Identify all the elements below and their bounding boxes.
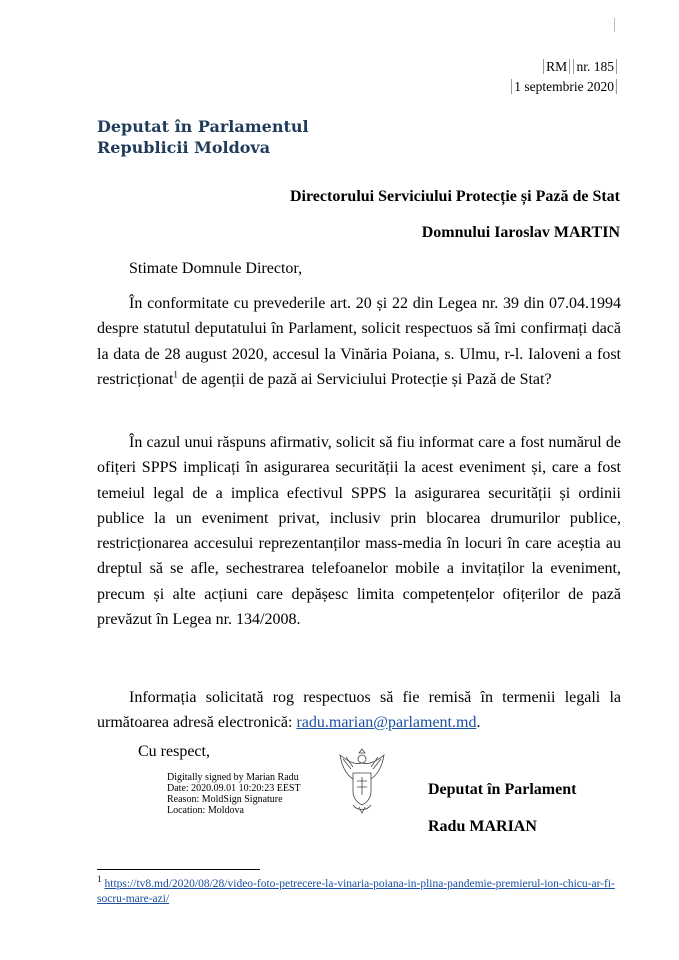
ref-number: nr. 185 xyxy=(573,59,617,74)
digital-signature xyxy=(167,772,301,816)
footnote-separator xyxy=(97,869,260,870)
email-link[interactable]: radu.marian@parlament.md xyxy=(296,714,477,732)
paragraph-2-text: În cazul unui răspuns afirmativ, solicit să fiu informat care a fost numărul de ofițeri SPPS implicați în asigurarea securității la acest eveniment și, care a fost temeiul legal de a implica efectivul SPPS la asigurarea securității și ordinii publice la un eveniment privat, inclusiv prin blocarea drumurilor publice, restricționarea accesului reprezentanților mass-media în locuri în care aceștia au dreptul să se afle, sechestrarea telefoanelor mobile a invitaților la eveniment, precum și alte acțiuni care depășesc limita competențelor ofițerilor de pază prevăzut în Legea nr. 134/2008. xyxy=(97,434,621,629)
paragraph-1-text: În conformitate cu prevederile art. 20 și 22 din Legea nr. 39 din 07.04.1994 despre statutul deputatului în Parlament, solicit respectuos să îmi confirmați dacă la data de 28 august 2020, accesul la Vinăria Poiana, s. Ulmu, r-l. Ialoveni a fost restricționat xyxy=(97,295,621,388)
recipient-institution: Directorului Serviciului Protecție și Pază de Stat xyxy=(289,188,620,205)
signature-signed-by: Digitally signed by Marian Radu xyxy=(167,772,299,783)
page-margin-mark xyxy=(614,18,615,32)
salutation: Stimate Domnule Director, xyxy=(129,260,303,277)
signer-name: Radu MARIAN xyxy=(428,818,537,835)
paragraph-2 xyxy=(97,430,621,632)
closing: Cu respect, xyxy=(138,743,210,760)
footnote-ref[interactable]: 1 xyxy=(173,369,178,380)
ref-rm: RM xyxy=(543,59,570,74)
sender-line-1: Deputat în Parlamentul xyxy=(97,117,309,136)
recipient-name: Domnului Iaroslav MARTIN xyxy=(421,224,620,241)
sender-line-2: Republicii Moldova xyxy=(97,138,271,157)
paragraph-1-text-end: de agenții de pază ai Serviciului Protecție și Pază de Stat? xyxy=(177,370,552,388)
signature-reason: Reason: MoldSign Signature xyxy=(167,794,283,805)
ref-date: 1 septembrie 2020 xyxy=(511,79,617,94)
paragraph-3-text: Informația solicitată rog respectuos să fie remisă în termenii legali la următoarea adresă electronică: xyxy=(97,689,621,732)
signature-location: Location: Moldova xyxy=(167,805,244,816)
paragraph-3-end: . xyxy=(476,714,481,732)
sender-block xyxy=(97,116,309,158)
paragraph-1 xyxy=(97,291,621,392)
document-reference xyxy=(511,57,617,97)
paragraph-3 xyxy=(97,685,621,736)
moldova-coat-of-arms-icon xyxy=(337,745,387,815)
signature-date: Date: 2020.09.01 10:20:23 EEST xyxy=(167,783,301,794)
footnote xyxy=(97,874,617,907)
footnote-number: 1 xyxy=(97,874,102,885)
footnote-link[interactable]: https://tv8.md/2020/08/28/video-foto-petrecere-la-vinaria-poiana-in-plina-pandemie-premierul-ion-chicu-ar-fi-socru-mare-azi/ xyxy=(97,878,615,905)
signer-title: Deputat în Parlament xyxy=(428,781,577,798)
